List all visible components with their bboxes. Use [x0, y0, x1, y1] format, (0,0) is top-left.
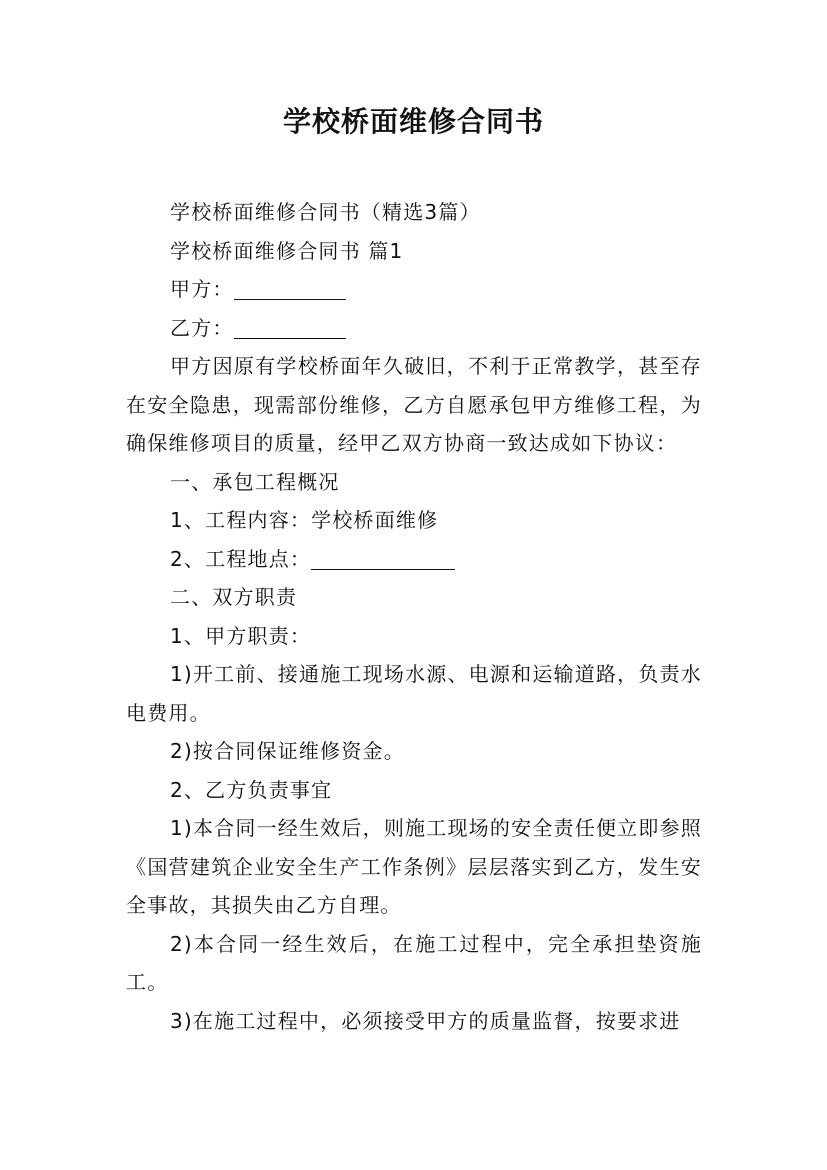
- paragraph-party-b-duties: 2、乙方负责事宜: [170, 777, 333, 802]
- document-body: [126, 193, 702, 1040]
- party-b-blank: [234, 316, 346, 339]
- project-location-label: 2、工程地点：: [170, 546, 312, 571]
- party-b-line: [126, 309, 702, 348]
- project-location-blank: [311, 547, 455, 570]
- paragraph-subtitle: 学校桥面维修合同书（精选3篇）: [170, 200, 481, 224]
- paragraph-heading-duties: 二、双方职责: [170, 585, 298, 609]
- paragraph-b-duty-1: 1)本合同一经生效后，则施工现场的安全责任便立即参照《国营建筑企业安全生产工作条例》层层落实到乙方，发生安全事故，其损失由乙方自理。: [126, 816, 702, 917]
- paragraph-project-content: 1、工程内容：学校桥面维修: [170, 508, 439, 532]
- paragraph-preamble: 甲方因原有学校桥面年久破旧，不利于正常教学，甚至存在安全隐患，现需部份维修，乙方自愿承包甲方维修工程，为确保维修项目的质量，经甲乙双方协商一致达成如下协议：: [126, 354, 702, 455]
- project-location-line: [126, 540, 702, 579]
- paragraph-b-duty-2: 2)本合同一经生效后，在施工过程中，完全承担垫资施工。: [126, 931, 702, 994]
- party-b-label: 乙方：: [170, 315, 234, 340]
- party-a-line: [126, 270, 702, 309]
- paragraph-a-duty-2: 2)按合同保证维修资金。: [170, 739, 405, 763]
- paragraph-section-heading: 学校桥面维修合同书 篇1: [170, 238, 404, 263]
- paragraph-a-duty-1: 1)开工前、接通施工现场水源、电源和运输道路，负责水电费用。: [126, 662, 702, 725]
- party-a-blank: [234, 277, 346, 300]
- paragraph-b-duty-3: 3)在施工过程中，必须接受甲方的质量监督，按要求进: [170, 1008, 681, 1033]
- paragraph-party-a-duties: 1、甲方职责：: [170, 623, 312, 648]
- party-a-label: 甲方：: [170, 277, 234, 301]
- paragraph-heading-overview: 一、承包工程概况: [170, 469, 340, 494]
- document-title: 学校桥面维修合同书: [282, 105, 544, 138]
